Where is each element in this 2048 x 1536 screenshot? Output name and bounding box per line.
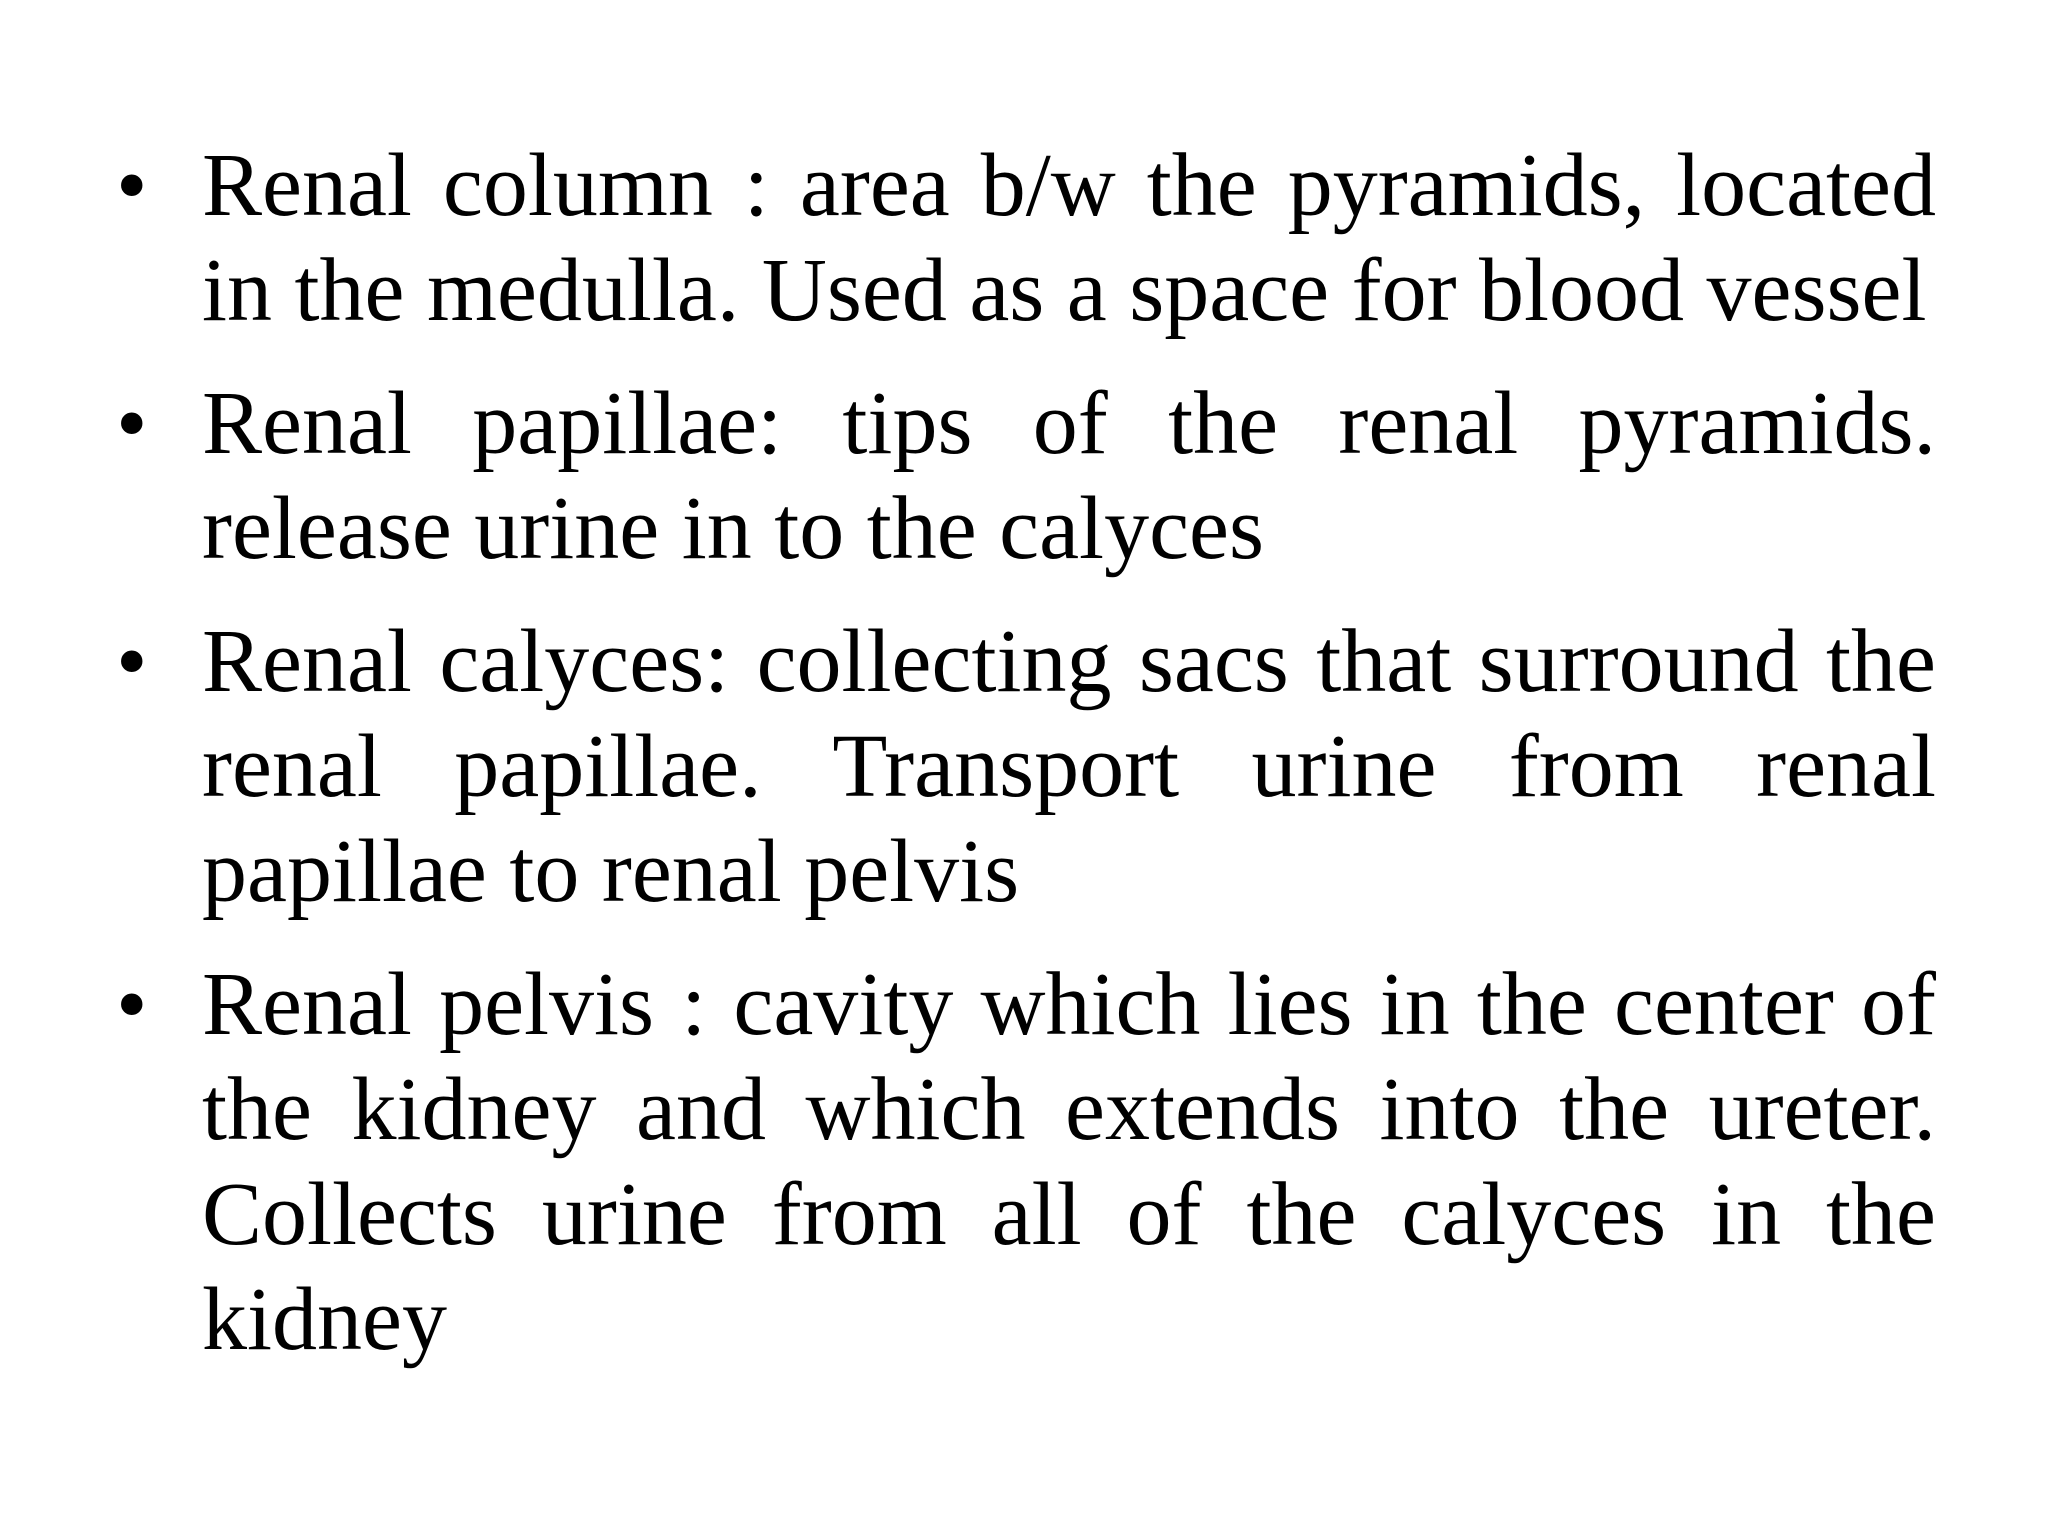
bullet-text: Renal papillae: tips of the renal pyramids. release urine in to the calyces: [202, 374, 1936, 578]
bullet-text: Renal column : area b/w the pyramids, located in the medulla. Used as a space for blood vessel: [202, 136, 1936, 340]
bullet-icon: •: [116, 136, 148, 235]
bullet-icon: •: [116, 374, 148, 473]
bullet-icon: •: [116, 612, 148, 711]
bullet-text: Renal calyces: collecting sacs that surround the renal papillae. Transport urine from renal papillae to renal pelvis: [202, 612, 1936, 921]
bullet-list: [116, 133, 1936, 1372]
bullet-item-renal-calyces: [116, 609, 1936, 924]
bullet-item-renal-column: [116, 133, 1936, 343]
bullet-item-renal-papillae: [116, 371, 1936, 581]
bullet-item-renal-pelvis: [116, 952, 1936, 1372]
bullet-text: Renal pelvis : cavity which lies in the center of the kidney and which extends into the ureter. Collects urine from all of the calyces in the kidney: [202, 955, 1936, 1369]
bullet-icon: •: [116, 955, 148, 1054]
